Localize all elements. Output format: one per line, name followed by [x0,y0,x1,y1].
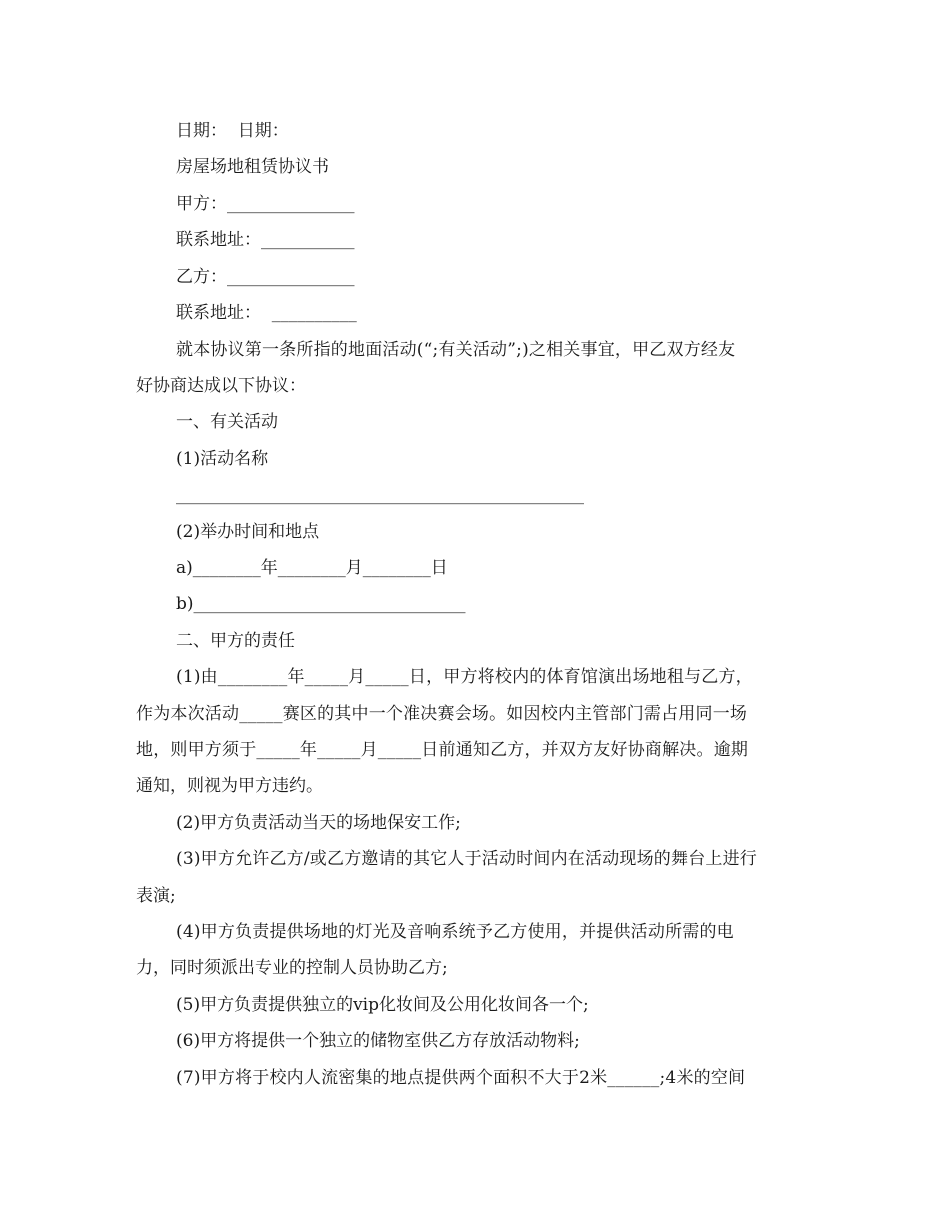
section2-heading: 二、甲方的责任 [176,631,295,651]
intro-line-1: 就本协议第一条所指的地面活动(“;有关活动”;)之相关事宜，甲乙双方经友 [176,340,736,360]
clause5: (5)甲方负责提供独立的vip化妆间及公用化妆间各一个; [176,995,589,1015]
activity-name-blank: ________________________________________________ [176,485,584,505]
intro-line-2: 好协商达成以下协议： [136,376,306,396]
clause1-line-1: (1)由________年_____月_____日，甲方将校内的体育馆演出场地租与乙方， [176,667,753,687]
party-b-line: 乙方：_______________ [176,267,355,287]
clause4-line-2: 力，同时须派出专业的控制人员协助乙方; [136,958,448,978]
clause4-line-1: (4)甲方负责提供场地的灯光及音响系统予乙方使用，并提供活动所需的电 [176,922,734,942]
clause1-line-3: 地，则甲方须于_____年_____月_____日前通知乙方，并双方友好协商解决。逾期 [136,740,749,760]
item-place-line: b)________________________________ [176,594,466,614]
clause2: (2)甲方负责活动当天的场地保安工作; [176,813,461,833]
item-activity-name: (1)活动名称 [176,449,269,469]
clause1-line-2: 作为本次活动_____赛区的其中一个准决赛会场。如因校内主管部门需占用同一场 [136,704,748,724]
party-a-address-line: 联系地址：___________ [176,230,355,250]
party-a-line: 甲方：_______________ [176,194,355,214]
date-line: 日期： 日期： [176,121,289,141]
clause7: (7)甲方将于校内人流密集的地点提供两个面积不大于2米______;4米的空间 [176,1068,746,1088]
document-title: 房屋场地租赁协议书 [176,157,329,177]
item-date-line: a)________年________月________日 [176,558,448,578]
clause6: (6)甲方将提供一个独立的储物室供乙方存放活动物料; [176,1031,580,1051]
clause3-line-2: 表演; [136,886,176,906]
item-time-place: (2)举办时间和地点 [176,522,320,542]
clause3-line-1: (3)甲方允许乙方/或乙方邀请的其它人于活动时间内在活动现场的舞台上进行 [176,849,758,869]
party-b-address-line: 联系地址： __________ [176,303,357,323]
section1-heading: 一、有关活动 [176,412,278,432]
clause1-line-4: 通知，则视为甲方违约。 [136,776,323,796]
